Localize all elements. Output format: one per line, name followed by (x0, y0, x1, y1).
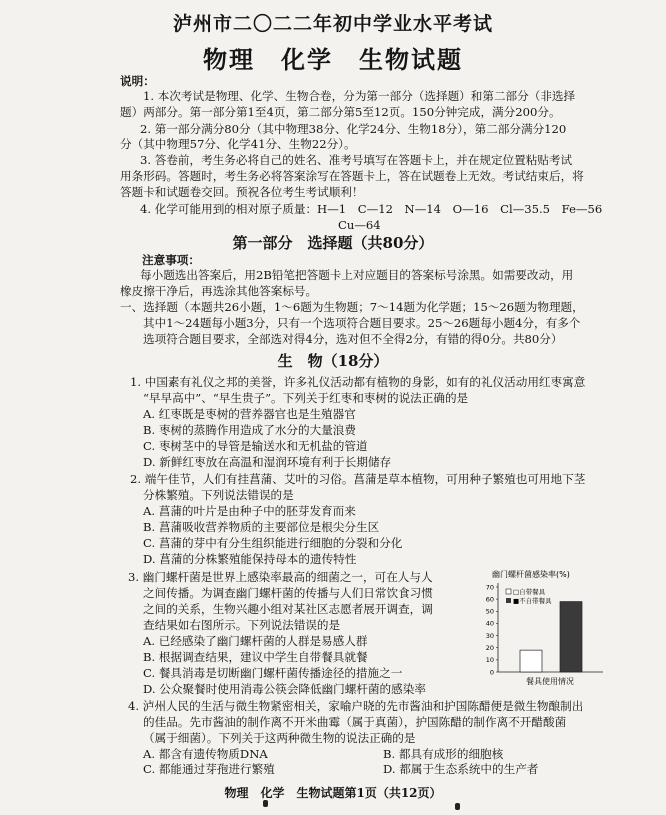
q3-option-d: D. 公众聚餐时使用消毒公筷会降低幽门螺杆菌的感染率 (143, 682, 426, 696)
q2-stem: 分株繁殖。下列说法错误的是 (143, 488, 294, 502)
q1-stem: 1. 中国素有礼仪之邦的美誉，许多礼仪活动都有植物的身影，如有的礼仪活动用红枣寓意 (130, 375, 586, 389)
y-tick-label: 40 (485, 619, 494, 628)
q2-option-c: C. 菖蒲的芽中有分生组织能进行细胞的分裂和分化 (143, 536, 403, 550)
q1-stem: “早早高中”、“早生贵子”。下列关于红枣和枣树的说法正确的是 (143, 391, 469, 405)
y-tick-label: 70 (485, 583, 494, 592)
q4-option-b: B. 都具有成形的细胞核 (383, 747, 504, 761)
exam-title: 泸州市二〇二二年初中学业水平考试 (172, 13, 493, 35)
bar-self-tableware (520, 650, 542, 672)
q4-option-d: D. 都属于生态系统中的生产者 (383, 762, 539, 776)
q4-stem: 的佳品。先市酱油的制作离不开米曲霉（属于真菌），护国陈醋的制作离不开醋酸菌 (143, 715, 567, 729)
legend-swatch-self (506, 589, 511, 594)
q1-option-b: B. 枣树的蒸腾作用造成了水分的大量浪费 (143, 423, 356, 437)
notice-line: 橡皮擦干净后，再选涂其他答案标号。 (120, 284, 318, 298)
scan-mark (263, 800, 268, 807)
chart-x-label: 餐具使用情况 (526, 677, 574, 686)
q3-option-a: A. 已经感染了幽门螺杆菌的人群是易感人群 (143, 634, 368, 648)
y-tick-label: 30 (485, 631, 494, 640)
instruction-line: 2. 第一部分满分80分（其中物理38分、化学24分、生物18分），第二部分满分120 (140, 122, 567, 136)
instruction-line: 答题卡和试题卷交回。预祝各位考生考试顺利！ (120, 185, 364, 199)
q1-option-c: C. 枣树茎中的导管是输送水和无机盐的管道 (143, 439, 368, 453)
y-tick-label: 0 (489, 668, 494, 677)
q3-stem: 3. 幽门螺杆菌是世界上感染率最高的细菌之一，可在人与人 (128, 570, 433, 584)
q2-option-d: D. 菖蒲的分株繁殖能保持母本的遗传特性 (143, 552, 357, 566)
notice-heading: 注意事项： (142, 253, 200, 267)
q4-option-c: C. 都能通过芽孢进行繁殖 (143, 762, 275, 776)
instruction-line: 题）两部分。第一部分第1至4页，第二部分第5至12页。150分钟完成，满分200分。 (120, 105, 561, 119)
y-tick-label: 60 (485, 595, 494, 604)
chart-title: 幽门螺杆菌感染率(%) (492, 570, 570, 579)
infection-rate-chart (468, 567, 608, 687)
part1-title: 第一部分 选择题（共80分） (232, 234, 434, 252)
y-tick-label: 20 (485, 644, 494, 653)
y-tick-label: 50 (485, 607, 494, 616)
instruction-line: 1. 本次考试是物理、化学、生物合卷，分为第一部分（选择题）和第二部分（非选择 (143, 89, 576, 103)
notice-line: 每小题选出答案后，用2B铅笔把答题卡上对应题目的答案标号涂黑。如需要改动，用 (140, 268, 574, 282)
q1-option-d: D. 新鲜红枣放在高温和湿润环境有利于长期储存 (143, 455, 392, 469)
instruction-line: Cu—64 (338, 218, 381, 232)
q2-option-a: A. 菖蒲的叶片是由种子中的胚芽发育而来 (143, 504, 356, 518)
q4-stem: 4. 泸州人民的生活与微生物紧密相关，家喻户晓的先市酱油和护国陈醋便是微生物酿制出 (128, 699, 584, 713)
section-line: 选项符合题目要求，全部选对得4分，选对但不全得2分，有错的得0分。共80分） (143, 332, 563, 346)
page-footer: 物理 化学 生物试题第1页（共12页） (224, 786, 442, 800)
q2-stem: 2. 端午佳节，人们有挂菖蒲、艾叶的习俗。菖蒲是草本植物，可用种子繁殖也可用地下茎 (130, 472, 586, 486)
q1-option-a: A. 红枣既是枣树的营养器官也是生殖器官 (143, 407, 356, 421)
q4-option-a: A. 都含有遗传物质DNA (143, 747, 268, 761)
section-line: 其中1～24题每小题3分，只有一个选项符合题目要求。25～26题每小题4分，有多个 (143, 316, 581, 330)
instruction-line: 用条形码。答题时，考生务必将答案涂写在答题卡上，答在试题卷上无效。考试结束后，将 (120, 169, 584, 183)
instruction-line: 4. 化学可能用到的相对原子质量：H—1 C—12 N—14 O—16 Cl—35.5 Fe—56 (140, 202, 603, 216)
exam-subtitle: 物理 化学 生物试题 (203, 45, 463, 74)
bar-no-self-tableware (560, 602, 582, 672)
biology-title: 生 物（18分） (277, 352, 389, 370)
y-tick-label: 10 (485, 656, 494, 665)
q4-stem: （属于细菌）。下列关于这两种微生物的说法正确的是 (143, 731, 416, 745)
q3-option-b: B. 根据调查结果，建议中学生自带餐具就餐 (143, 650, 368, 664)
section-line: 一、选择题（本题共26小题，1～6题为生物题；7～14题为化学题；15～26题为物理题， (120, 300, 584, 314)
legend-self: □自带餐具 (513, 588, 546, 596)
instruction-line: 分（其中物理57分、化学41分、生物22分）。 (120, 137, 356, 151)
instructions-heading: 说明： (120, 74, 155, 88)
q2-option-b: B. 菖蒲吸收营养物质的主要部位是根尖分生区 (143, 520, 380, 534)
q3-option-c: C. 餐具消毒是切断幽门螺杆菌传播途径的措施之一 (143, 666, 403, 680)
legend-swatch-not-self (506, 598, 511, 603)
scan-mark (455, 803, 460, 810)
q3-stem: 查结果如右图所示。下列说法错误的是 (143, 618, 341, 632)
q3-stem: 之间传播。为调查幽门螺杆菌的传播与人们日常饮食习惯 (143, 586, 433, 600)
legend-not-self: ■不自带餐具 (513, 597, 552, 605)
q3-stem: 之间的关系，生物兴趣小组对某社区志愿者展开调查，调 (143, 602, 433, 616)
instruction-line: 3. 答卷前，考生务必将自己的姓名、准考号填写在答题卡上，并在规定位置粘贴考试 (140, 153, 573, 167)
